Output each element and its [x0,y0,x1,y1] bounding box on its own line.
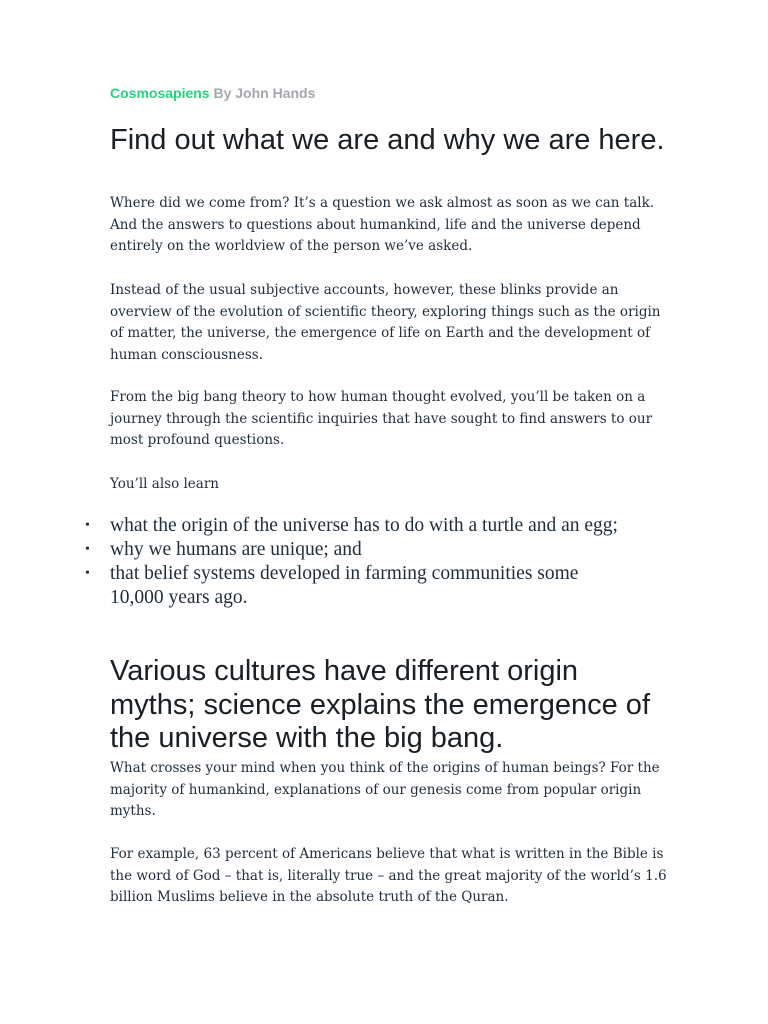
book-byline [110,84,315,102]
list-item-text: why we humans are unique; and [110,539,362,560]
intro-paragraph-2: Instead of the usual subjective accounts, however, these blinks provide an overview of the evolution of scientific theory, exploring things such as the origin of matter, the universe, the emergence of life on Earth and the development of human consciousness. [110,282,661,363]
list-item-text: that belief systems developed in farming communities some 10,000 years ago. [110,563,579,608]
section-heading-intro: Find out what we are and why we are here. [110,124,665,156]
list-item [85,562,630,610]
section-heading-origin-myths: Various cultures have different origin myths; science explains the emergence of the universe with the big bang. [110,655,650,754]
book-author: By John Hands [213,85,316,101]
bullet-icon: • [85,566,90,581]
origin-paragraph-1: What crosses your mind when you think of the origins of human beings? For the majority of humankind, explanations of our genesis come from popular origin myths. [110,760,660,819]
intro-paragraph-1: Where did we come from? It’s a question we ask almost as soon as we can talk. And the answers to questions about humankind, life and the universe depend entirely on the worldview of the person we’ve asked. [110,195,655,254]
bullet-icon: • [85,518,90,533]
book-title: Cosmosapiens [110,85,210,101]
list-item [85,538,630,562]
bullet-icon: • [85,542,90,557]
list-item-text: what the origin of the universe has to do with a turtle and an egg; [110,515,618,536]
origin-paragraph-2: For example, 63 percent of Americans believe that what is written in the Bible is the word of God – that is, literally true – and the great majority of the world’s 1.6 billion Muslims believe in the absolute truth of the Quran. [110,846,667,905]
learn-list [85,514,630,610]
list-item [85,514,630,538]
intro-paragraph-3: From the big bang theory to how human thought evolved, you’ll be taken on a journey through the scientific inquiries that have sought to find answers to our most profound questions. [110,389,653,448]
learn-intro-text: You’ll also learn [110,476,219,492]
